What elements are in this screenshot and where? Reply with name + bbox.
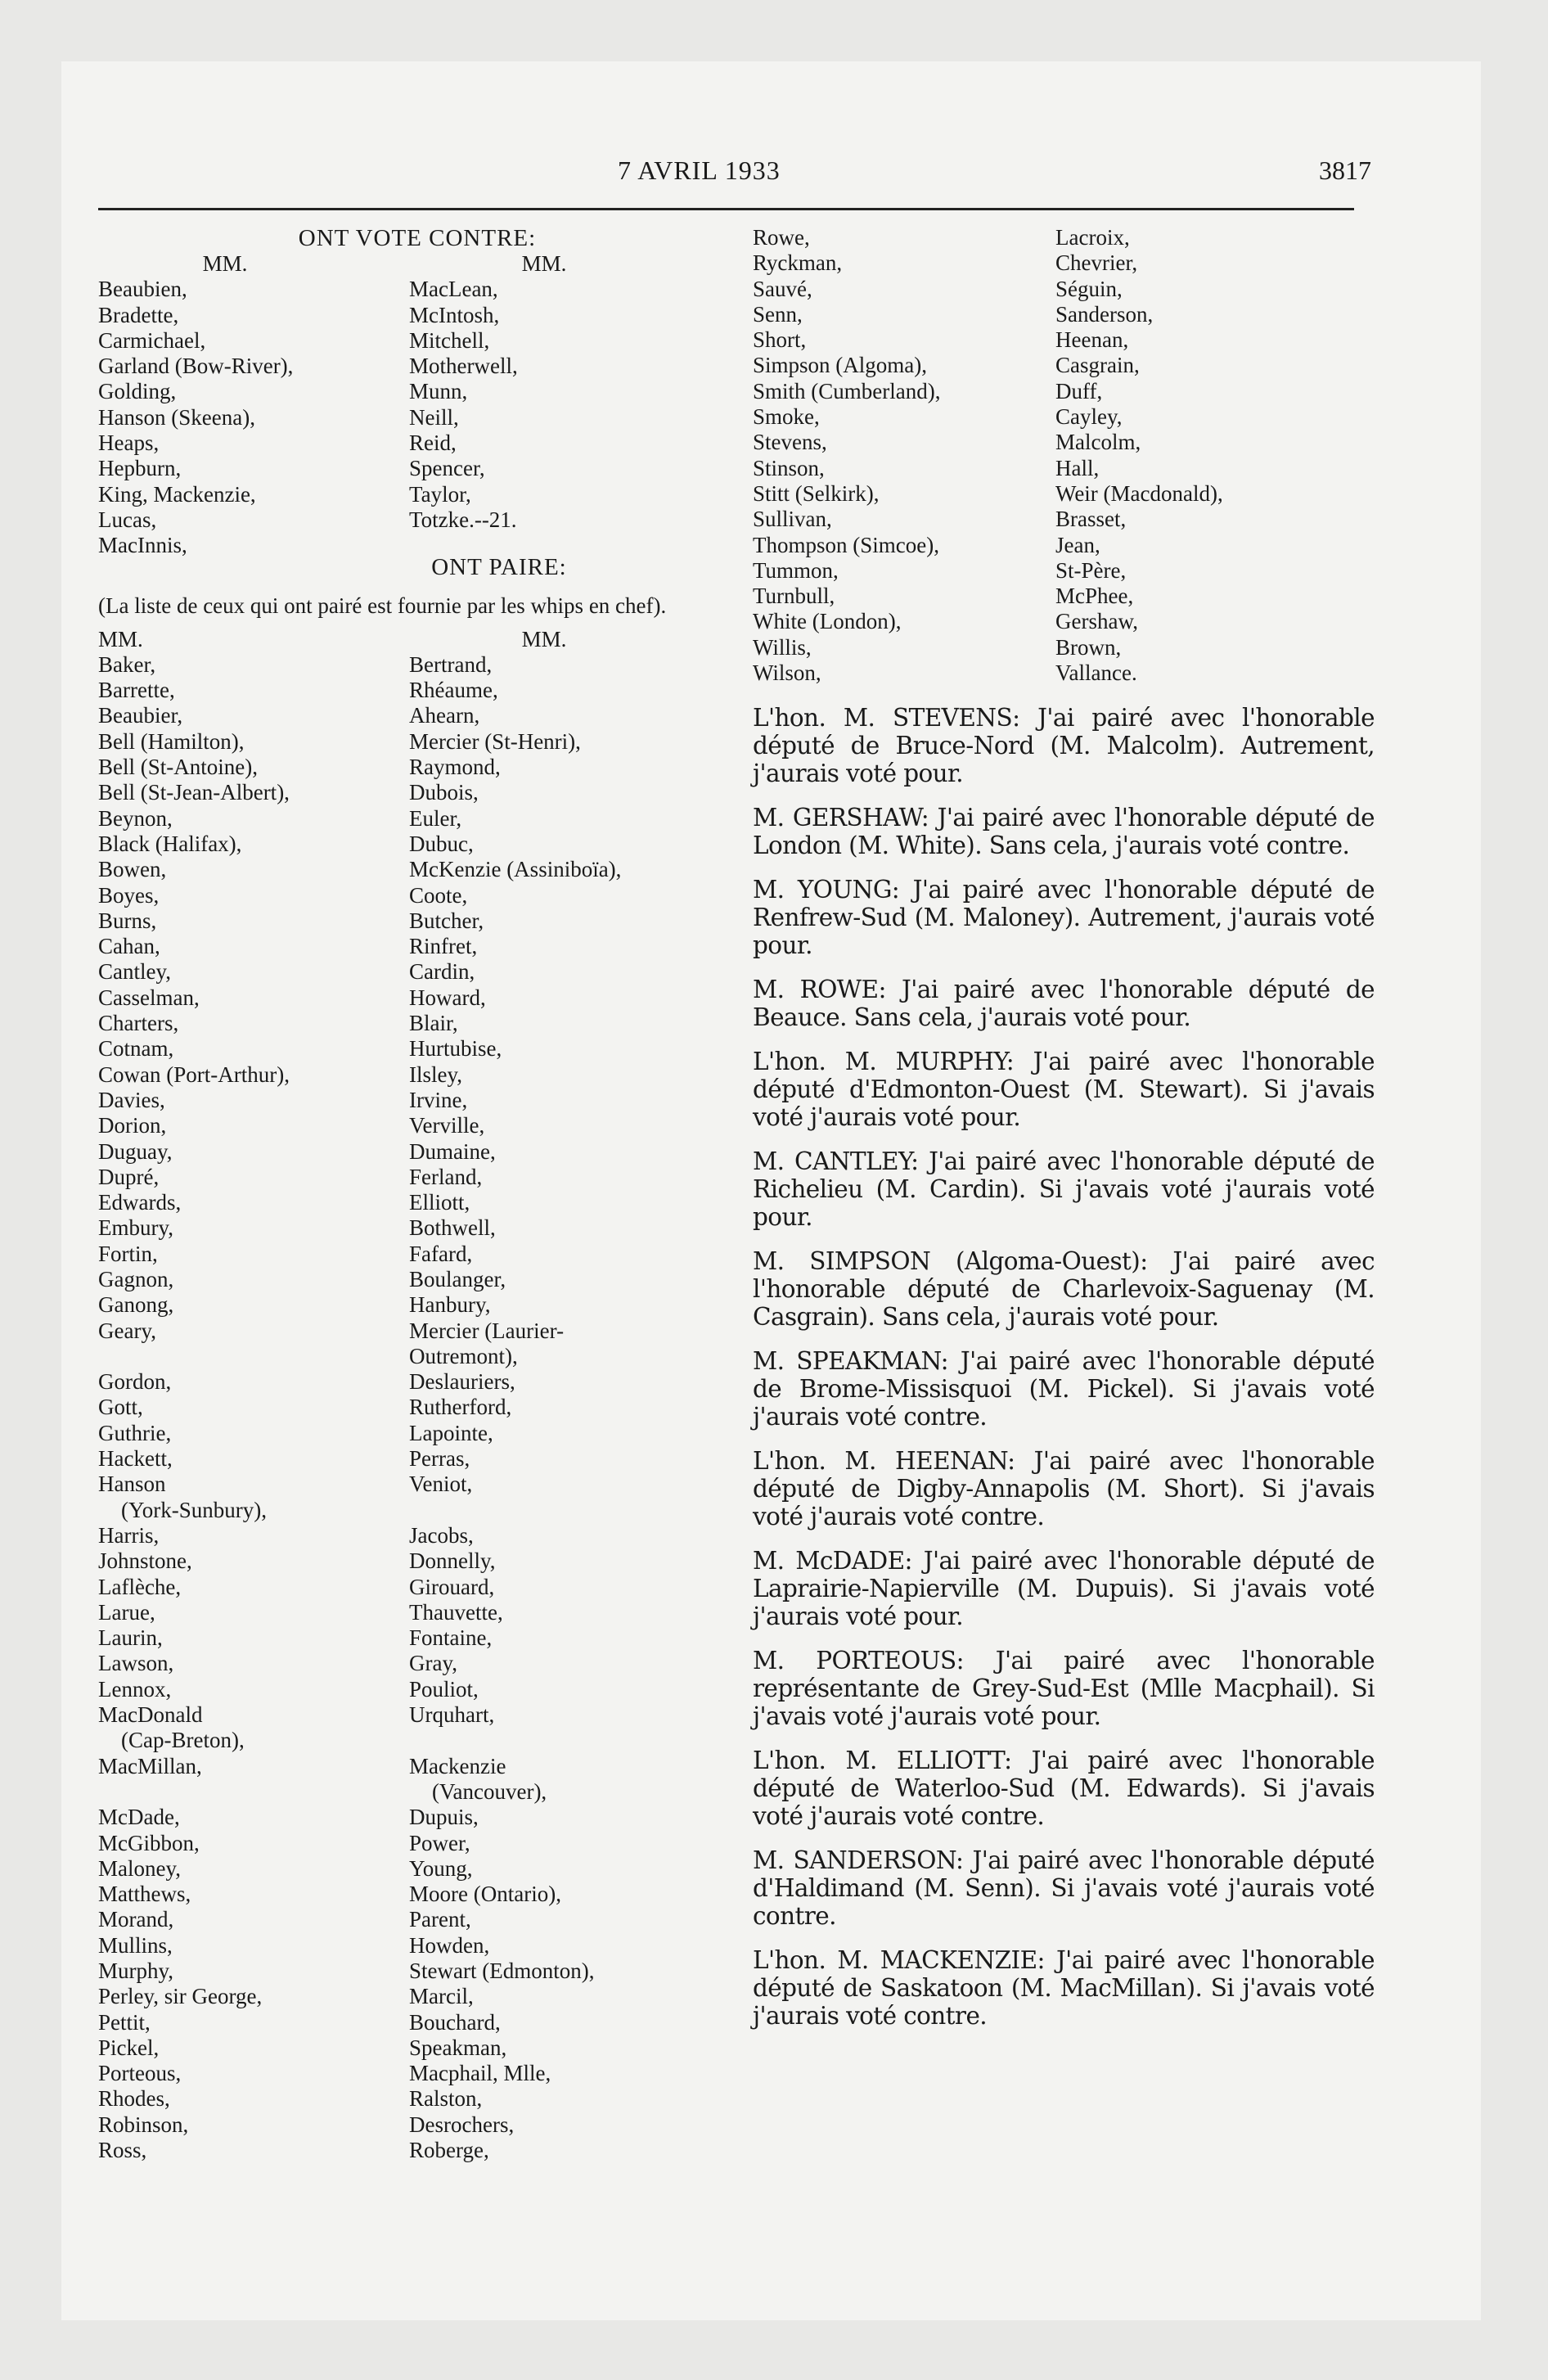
- member-name: Blair,: [409, 1011, 458, 1036]
- member-name: Cowan (Port-Arthur),: [98, 1062, 290, 1087]
- member-name: Carmichael,: [98, 327, 206, 353]
- member-name: Cotnam,: [98, 1036, 174, 1062]
- member-name: Wilson,: [753, 660, 821, 686]
- member-name: Ryckman,: [753, 250, 843, 276]
- member-name: Taylor,: [409, 481, 471, 507]
- mm-header: MM.: [98, 626, 143, 651]
- member-name: Mercier (St-Henri),: [409, 728, 581, 754]
- member-name: Totzke.--21.: [409, 507, 517, 532]
- member-name: Beynon,: [98, 805, 173, 831]
- member-name: Black (Halifax),: [98, 831, 242, 856]
- pair-statement: M. SIMPSON (Algoma-Ouest): J'ai pairé avec l'honorable député de Charlevoix-Saguenay (M. Casgrain). Sans cela, j'aurais voté pour.: [753, 1247, 1375, 1332]
- mm-header: MM.: [521, 251, 567, 276]
- member-name: Rinfret,: [409, 934, 478, 959]
- member-name: Casgrain,: [1055, 353, 1140, 378]
- member-name: Murphy,: [98, 1959, 173, 1983]
- member-name: Raymond,: [409, 755, 501, 780]
- member-name: (Cap-Breton),: [121, 1728, 245, 1753]
- member-name: Brown,: [1055, 634, 1122, 660]
- member-name: Malcolm,: [1055, 430, 1141, 455]
- member-name: Cayley,: [1055, 404, 1123, 430]
- member-name: Macphail, Mlle,: [409, 2061, 551, 2086]
- member-name: Parent,: [409, 1907, 471, 1932]
- member-name: Edwards,: [98, 1190, 182, 1215]
- member-name: Garland (Bow-River),: [98, 354, 294, 379]
- mm-header: MM.: [202, 251, 248, 276]
- member-name: Ralston,: [409, 2086, 483, 2112]
- member-name: Irvine,: [409, 1087, 468, 1112]
- member-name: Duff,: [1055, 378, 1103, 403]
- ont-paire-note: (La liste de ceux qui ont pairé est fournie par les whips en chef).: [98, 593, 667, 618]
- member-name: Bouchard,: [409, 2009, 501, 2035]
- member-name: Laflèche,: [98, 1574, 182, 1599]
- member-name: Marcil,: [409, 1984, 474, 2009]
- member-name: Heenan,: [1055, 327, 1129, 353]
- member-name: McPhee,: [1055, 584, 1134, 609]
- ont-vote-contre-title: ONT VOTE CONTRE:: [298, 225, 537, 251]
- member-name: Smoke,: [753, 404, 820, 430]
- member-name: Elliott,: [409, 1190, 470, 1215]
- member-name: Rowe,: [753, 225, 810, 250]
- member-name: (York-Sunbury),: [121, 1497, 268, 1522]
- member-name: Thompson (Simcoe),: [753, 532, 939, 557]
- member-name: Baker,: [98, 651, 156, 677]
- member-name: Boyes,: [98, 882, 160, 908]
- member-name: Larue,: [98, 1599, 155, 1625]
- member-name: Séguin,: [1055, 276, 1123, 301]
- member-name: Lapointe,: [409, 1420, 493, 1445]
- member-name: MacLean,: [409, 277, 498, 302]
- member-name: Ahearn,: [409, 703, 480, 728]
- member-name: Deslauriers,: [409, 1369, 515, 1395]
- member-name: Embury,: [98, 1215, 173, 1241]
- member-name: Gott,: [98, 1395, 143, 1420]
- member-name: Hall,: [1055, 455, 1100, 480]
- member-name: Stewart (Edmonton),: [409, 1959, 595, 1983]
- member-name: Hanson (Skeena),: [98, 404, 255, 430]
- header-date: 7 AVRIL 1933: [618, 156, 781, 185]
- member-name: Mercier (Laurier-: [409, 1318, 565, 1343]
- member-name: Verville,: [409, 1113, 485, 1138]
- member-name: Morand,: [98, 1907, 174, 1932]
- member-name: Brasset,: [1055, 507, 1127, 532]
- pair-statement: M. YOUNG: J'ai pairé avec l'honorable député de Renfrew-Sud (M. Maloney). Autrement, j'aurais voté pour.: [753, 876, 1375, 960]
- member-name: Butcher,: [409, 908, 484, 933]
- pair-statement: M. SPEAKMAN: J'ai pairé avec l'honorable député de Brome-Missisquoi (M. Pickel). Si j'avais voté j'aurais voté contre.: [753, 1347, 1375, 1431]
- member-name: Stitt (Selkirk),: [753, 480, 880, 506]
- member-name: Lawson,: [98, 1651, 174, 1676]
- member-name: Cardin,: [409, 959, 475, 985]
- member-name: Johnstone,: [98, 1548, 192, 1574]
- member-name: Guthrie,: [98, 1420, 172, 1445]
- member-name: Bell (St-Jean-Albert),: [98, 780, 290, 805]
- member-name: Thauvette,: [409, 1599, 503, 1625]
- member-name: Fontaine,: [409, 1625, 493, 1651]
- member-name: Perley, sir George,: [98, 1984, 263, 2009]
- member-name: Tummon,: [753, 557, 839, 583]
- member-name: Bothwell,: [409, 1215, 496, 1241]
- member-name: (Vancouver),: [432, 1778, 547, 1804]
- member-name: Motherwell,: [409, 354, 518, 379]
- member-name: Fortin,: [98, 1241, 158, 1266]
- member-name: Bell (Hamilton),: [98, 728, 245, 754]
- member-name: Veniot,: [409, 1472, 473, 1497]
- pair-statement: M. McDADE: J'ai pairé avec l'honorable député de Laprairie-Napierville (M. Dupuis). Si j'avais voté j'aurais voté pour.: [753, 1547, 1375, 1631]
- member-name: Heaps,: [98, 430, 160, 456]
- member-name: Stevens,: [753, 430, 827, 455]
- member-name: Geary,: [98, 1318, 156, 1343]
- member-name: Perras,: [409, 1446, 470, 1472]
- member-name: Dorion,: [98, 1113, 167, 1138]
- member-name: Smith (Cumberland),: [753, 378, 941, 403]
- pair-statement: L'hon. M. MURPHY: J'ai pairé avec l'honorable député d'Edmonton-Ouest (M. Stewart). Si j'avais voté j'aurais voté pour.: [753, 1048, 1375, 1132]
- member-name: Rhéaume,: [409, 678, 498, 703]
- member-name: Bradette,: [98, 302, 179, 327]
- member-name: Weir (Macdonald),: [1055, 480, 1223, 506]
- member-name: Lacroix,: [1055, 225, 1130, 250]
- member-name: Fafard,: [409, 1241, 473, 1266]
- member-name: Ganong,: [98, 1292, 174, 1318]
- member-name: Moore (Ontario),: [409, 1882, 561, 1907]
- member-name: Dupuis,: [409, 1805, 479, 1830]
- member-name: Pouliot,: [409, 1676, 479, 1702]
- member-name: Lennox,: [98, 1676, 172, 1702]
- member-name: [98, 1779, 409, 1805]
- member-name: Outremont),: [409, 1343, 518, 1368]
- member-name: Boulanger,: [409, 1266, 506, 1291]
- member-name: Bowen,: [98, 857, 167, 882]
- member-name: Bertrand,: [409, 651, 493, 677]
- member-name: McKenzie (Assiniboïa),: [409, 857, 622, 882]
- member-name: Barrette,: [98, 678, 175, 703]
- member-name: Neill,: [409, 404, 459, 430]
- member-name: Ross,: [98, 2138, 147, 2163]
- member-name: Charters,: [98, 1011, 179, 1036]
- member-name: Porteous,: [98, 2061, 182, 2086]
- member-name: Mitchell,: [409, 327, 490, 353]
- member-name: Simpson (Algoma),: [753, 353, 927, 378]
- pair-statement: L'hon. M. ELLIOTT: J'ai pairé avec l'honorable député de Waterloo-Sud (M. Edwards). Si j'avais voté j'aurais voté contre.: [753, 1747, 1375, 1831]
- ont-vote-contre-list: [98, 251, 736, 559]
- pair-statement: M. ROWE: J'ai pairé avec l'honorable député de Beauce. Sans cela, j'aurais voté pour.: [753, 976, 1375, 1032]
- member-name: Davies,: [98, 1087, 165, 1112]
- member-name: Euler,: [409, 805, 462, 831]
- member-name: Beaubien,: [98, 277, 187, 302]
- member-name: Gray,: [409, 1651, 457, 1676]
- member-name: Desrochers,: [409, 2112, 515, 2137]
- member-name: Ferland,: [409, 1164, 483, 1189]
- member-name: MacMillan,: [98, 1753, 202, 1778]
- right-column: [753, 225, 1375, 2046]
- member-name: Munn,: [409, 379, 468, 404]
- member-name: Donnelly,: [409, 1548, 496, 1574]
- page-number: 3817: [1319, 156, 1371, 185]
- member-name: Lucas,: [98, 507, 157, 532]
- member-name: Pettit,: [98, 2009, 151, 2035]
- member-name: Maloney,: [98, 1855, 181, 1881]
- ont-paire-list: [98, 627, 736, 2164]
- member-name: Mackenzie: [409, 1753, 506, 1778]
- statements: [753, 704, 1375, 2030]
- member-name: [409, 1728, 736, 1753]
- member-name: Mullins,: [98, 1932, 173, 1958]
- member-name: Speakman,: [409, 2035, 507, 2060]
- member-name: Hackett,: [98, 1446, 173, 1472]
- member-name: Turnbull,: [753, 584, 835, 609]
- pair-statement: M. CANTLEY: J'ai pairé avec l'honorable député de Richelieu (M. Cardin). Si j'avais voté j'aurais voté pour.: [753, 1147, 1375, 1232]
- member-name: Matthews,: [98, 1882, 191, 1907]
- continuation-col-a: [753, 225, 1055, 686]
- member-name: Senn,: [753, 301, 803, 327]
- member-name: Power,: [409, 1830, 470, 1855]
- member-name: Laurin,: [98, 1625, 163, 1651]
- member-name: Coote,: [409, 882, 468, 908]
- member-name: McGibbon,: [98, 1830, 200, 1855]
- left-column: [98, 225, 736, 2163]
- member-name: Jean,: [1055, 532, 1100, 557]
- member-name: Casselman,: [98, 985, 200, 1010]
- member-name: Dubois,: [409, 780, 479, 805]
- member-name: Spencer,: [409, 456, 485, 481]
- member-name: MacDonald: [98, 1702, 203, 1728]
- pair-statement: L'hon. M. STEVENS: J'ai pairé avec l'honorable député de Bruce-Nord (M. Malcolm). Autrement, j'aurais voté pour.: [753, 704, 1375, 788]
- contre-col-b: [409, 277, 736, 558]
- member-name: Dumaine,: [409, 1138, 496, 1164]
- member-name: Sullivan,: [753, 507, 832, 532]
- paire-col-a: [98, 652, 409, 2164]
- member-name: Chevrier,: [1055, 250, 1138, 276]
- pair-statement: M. SANDERSON: J'ai pairé avec l'honorable député d'Haldimand (M. Senn). Si j'avais voté j'aurais voté contre.: [753, 1846, 1375, 1931]
- member-name: Hanson: [98, 1472, 166, 1497]
- pair-statement: L'hon. M. MACKENZIE: J'ai pairé avec l'honorable député de Saskatoon (M. MacMillan). Si j'avais voté j'aurais voté contre.: [753, 1946, 1375, 2031]
- member-name: Rutherford,: [409, 1395, 512, 1420]
- member-name: Cantley,: [98, 959, 171, 985]
- member-name: Cahan,: [98, 934, 160, 959]
- member-name: Sanderson,: [1055, 301, 1154, 327]
- member-name: Urquhart,: [409, 1702, 495, 1728]
- member-name: Young,: [409, 1855, 473, 1881]
- member-name: Hanbury,: [409, 1292, 491, 1318]
- continuation-list: [753, 225, 1375, 686]
- member-name: King, Mackenzie,: [98, 481, 256, 507]
- member-name: Golding,: [98, 379, 177, 404]
- member-name: Bell (St-Antoine),: [98, 755, 258, 780]
- member-name: Roberge,: [409, 2138, 489, 2163]
- member-name: Robinson,: [98, 2112, 189, 2137]
- member-name: Short,: [753, 327, 807, 353]
- pair-statement: M. PORTEOUS: J'ai pairé avec l'honorable représentante de Grey-Sud-Est (Mlle Macphail). Si j'avais voté j'aurais voté pour.: [753, 1647, 1375, 1731]
- paire-col-b: [409, 652, 736, 2164]
- member-name: [409, 1498, 736, 1523]
- member-name: St-Père,: [1055, 557, 1127, 583]
- member-name: Duguay,: [98, 1138, 173, 1164]
- member-name: Beaubier,: [98, 703, 183, 728]
- member-name: Howard,: [409, 985, 486, 1010]
- member-name: McIntosh,: [409, 302, 500, 327]
- pair-statement: L'hon. M. HEENAN: J'ai pairé avec l'honorable député de Digby-Annapolis (M. Short). Si j'avais voté j'aurais voté contre.: [753, 1447, 1375, 1531]
- member-name: Hurtubise,: [409, 1036, 502, 1062]
- member-name: Stinson,: [753, 455, 825, 480]
- member-name: Gershaw,: [1055, 609, 1138, 634]
- mm-header: MM.: [521, 626, 567, 651]
- member-name: Pickel,: [98, 2035, 160, 2060]
- member-name: Dupré,: [98, 1164, 160, 1189]
- member-name: Gagnon,: [98, 1266, 174, 1291]
- member-name: MacInnis,: [98, 533, 187, 558]
- continuation-col-b: [1055, 225, 1375, 686]
- member-name: Rhodes,: [98, 2086, 170, 2112]
- member-name: Jacobs,: [409, 1522, 474, 1548]
- ont-paire-title: ONT PAIRE:: [431, 553, 567, 580]
- member-name: Sauvé,: [753, 276, 812, 301]
- contre-col-a: [98, 277, 409, 558]
- member-name: Dubuc,: [409, 831, 474, 856]
- member-name: Willis,: [753, 634, 812, 660]
- member-name: [98, 1344, 409, 1369]
- member-name: McDade,: [98, 1805, 180, 1830]
- member-name: Girouard,: [409, 1574, 495, 1599]
- member-name: Harris,: [98, 1522, 160, 1548]
- member-name: White (London),: [753, 609, 902, 634]
- member-name: Howden,: [409, 1932, 490, 1958]
- header-rule: [98, 208, 1354, 210]
- member-name: Vallance.: [1055, 660, 1137, 686]
- member-name: Ilsley,: [409, 1062, 462, 1087]
- member-name: Reid,: [409, 430, 457, 456]
- member-name: Burns,: [98, 908, 157, 933]
- member-name: Hepburn,: [98, 456, 182, 481]
- pair-statement: M. GERSHAW: J'ai pairé avec l'honorable député de London (M. White). Sans cela, j'aurais voté contre.: [753, 804, 1375, 860]
- member-name: Gordon,: [98, 1369, 172, 1395]
